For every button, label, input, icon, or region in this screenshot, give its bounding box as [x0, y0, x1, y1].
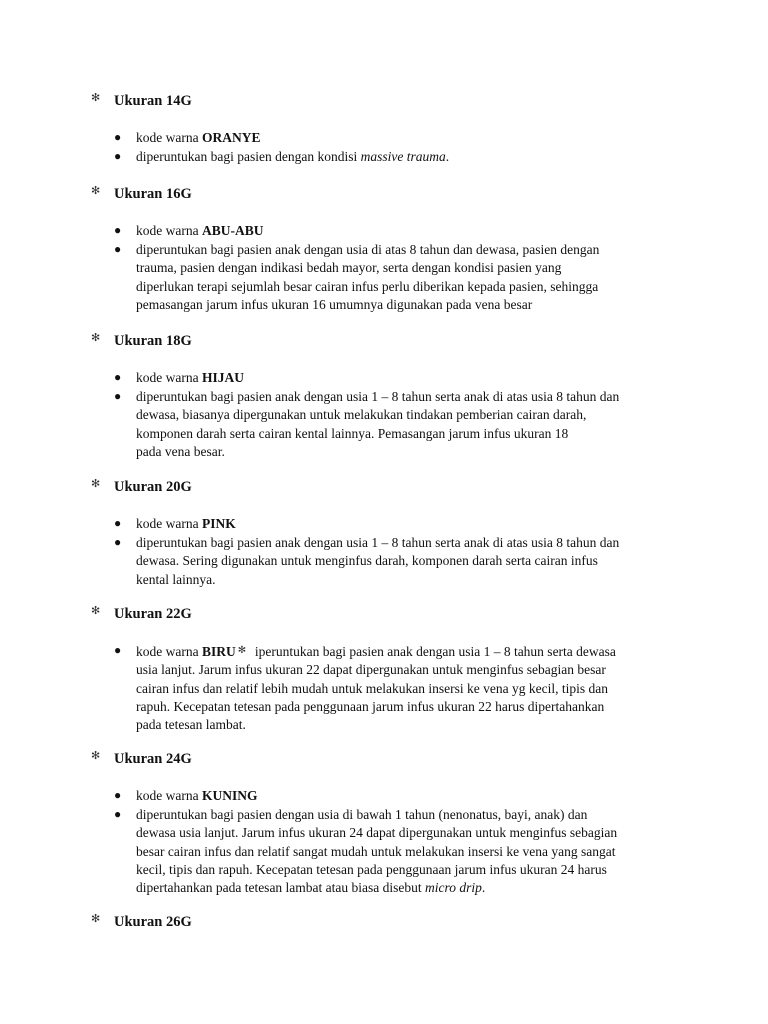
color-name: PINK [201, 516, 236, 531]
section-heading [0, 479, 768, 499]
star-bullet-icon: ✻ [91, 185, 101, 197]
color-code-item: kode warna ORANYE [136, 130, 261, 145]
section-title: Ukuran 26G [114, 914, 192, 930]
description-item: kode warna BIRU ✻ iperuntukan bagi pasien anak dengan usia 1 – 8 tahun serta dewasa usia lanjut. Jarum infus ukuran 22 dapat dipergunakan untuk menginfus sebagian besar cairan infus dan relatif lebih mudah untuk melakukan insersi ke vena yg kecil, tipis dan rapuh. Kecepatan tetesan pada penggunaan jarum infus ukuran 22 harus dipertahankan pada tetesan lambat. [136, 644, 616, 733]
section-20g [0, 478, 768, 587]
star-bullet-icon: ✻ [91, 913, 101, 925]
section-heading [0, 914, 768, 934]
section-title: Ukuran 22G [114, 606, 192, 622]
bullet-icon: ● [114, 130, 122, 144]
section-title: Ukuran 18G [114, 333, 192, 349]
section-16g [0, 185, 768, 312]
bullet-icon: ● [114, 516, 122, 530]
description-item: diperuntukan bagi pasien anak dengan usia 1 – 8 tahun serta anak di atas usia 8 tahun dan dewasa. Sering digunakan untuk menginfus darah, komponen darah serta cairan infus kental lainnya. [136, 535, 620, 587]
star-bullet-icon: ✻ [91, 605, 101, 617]
bullet-icon: ● [114, 807, 122, 821]
section-title: Ukuran 20G [114, 479, 192, 495]
color-name: BIRU [201, 644, 236, 659]
star-bullet-icon: ✻ [91, 750, 101, 762]
color-code-item: kode warna ABU-ABU [136, 223, 264, 238]
section-18g [0, 332, 768, 459]
bullet-icon: ● [114, 223, 122, 237]
star-bullet-icon: ✻ [237, 645, 247, 656]
section-24g [0, 750, 768, 896]
color-code-item: kode warna KUNING [136, 788, 258, 803]
bullet-icon: ● [114, 389, 122, 403]
section-heading [0, 751, 768, 771]
star-bullet-icon: ✻ [91, 92, 101, 104]
section-title: Ukuran 16G [114, 186, 192, 202]
section-22g [0, 605, 768, 733]
bullet-icon: ● [114, 149, 122, 163]
section-14g [0, 92, 768, 164]
section-heading [0, 186, 768, 206]
description-item: diperuntukan bagi pasien dengan usia di bawah 1 tahun (nenonatus, bayi, anak) dan dewasa usia lanjut. Jarum infus ukuran 24 dapat dipergunakan untuk menginfus sebagian besar cairan infus dan relatif sangat mudah untuk melakukan insersi ke vena yang sangat kecil, tipis dan rapuh. Kecepatan tetesan pada penggunaan jarum infus ukuran 24 harus dipertahankan pada tetesan lambat atau biasa disebut micro drip. [136, 807, 618, 896]
section-heading [0, 93, 768, 113]
color-name: ABU-ABU [201, 223, 264, 238]
section-title: Ukuran 24G [114, 751, 192, 767]
star-bullet-icon: ✻ [91, 332, 101, 344]
section-heading [0, 606, 768, 626]
color-code-item: kode warna HIJAU [136, 370, 244, 385]
description-item: diperuntukan bagi pasien anak dengan usia 1 – 8 tahun serta anak di atas usia 8 tahun dan dewasa, biasanya dipergunakan untuk melakukan tindakan pemberian cairan darah, komponen darah serta cairan kental lainnya. Pemasangan jarum infus ukuran 18 pada vena besar. [136, 389, 620, 459]
color-code-item: kode warna PINK [136, 516, 236, 531]
star-bullet-icon: ✻ [91, 478, 101, 490]
description-item: diperuntukan bagi pasien anak dengan usia di atas 8 tahun dan dewasa, pasien dengan trauma, pasien dengan indikasi bedah mayor, serta dengan kondisi pasien yang diperlukan terapi sejumlah besar cairan infus perlu diberikan kepada pasien, sehingga pemasangan jarum infus ukuran 16 umumnya digunakan pada vena besar [136, 242, 600, 312]
bullet-icon: ● [114, 788, 122, 802]
section-heading [0, 333, 768, 353]
color-name: KUNING [201, 788, 258, 803]
section-title: Ukuran 14G [114, 93, 192, 109]
bullet-icon: ● [114, 535, 122, 549]
bullet-icon: ● [114, 242, 122, 256]
section-26g [0, 914, 768, 934]
color-name: ORANYE [201, 130, 261, 145]
bullet-icon: ● [114, 370, 122, 384]
description-item: diperuntukan bagi pasien dengan kondisi massive trauma. [136, 149, 450, 164]
bullet-icon: ● [114, 643, 122, 657]
color-name: HIJAU [201, 370, 244, 385]
